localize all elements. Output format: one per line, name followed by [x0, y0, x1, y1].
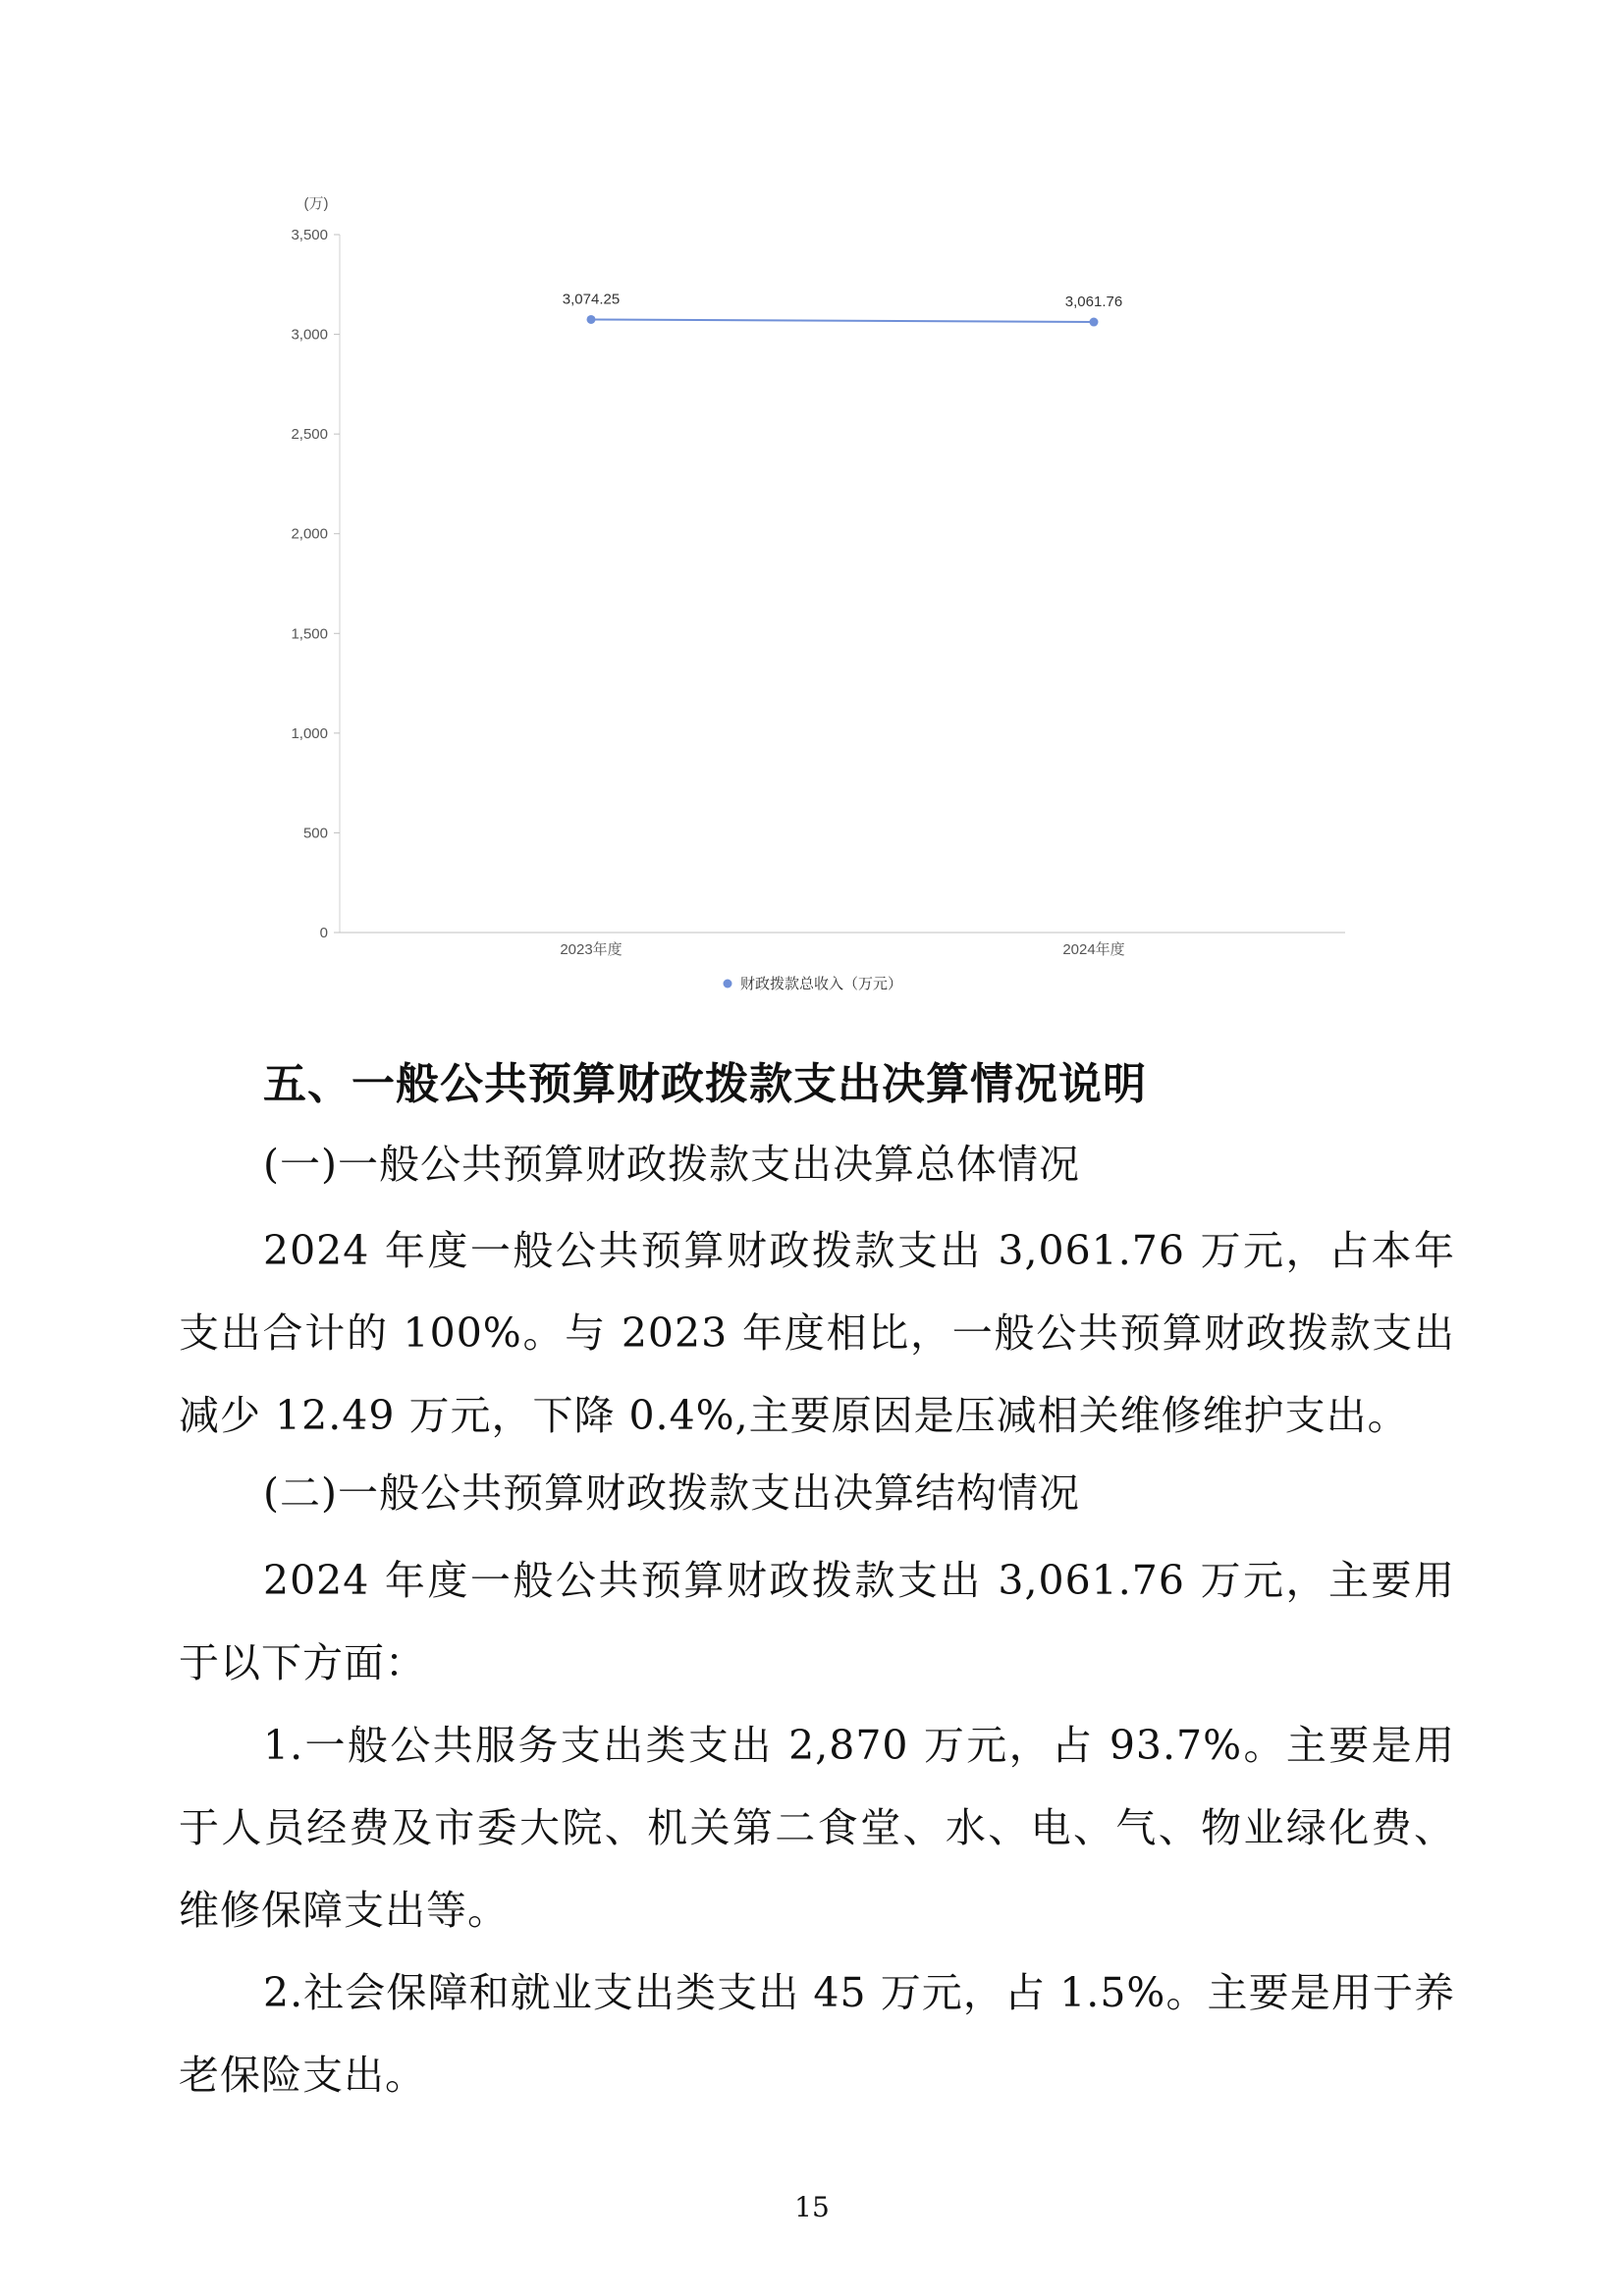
legend-label: 财政拨款总收入（万元）: [740, 976, 903, 992]
legend-marker: [724, 980, 732, 988]
y-tick-label: 3,500: [291, 227, 328, 243]
series-line: [591, 319, 1094, 322]
paragraph-overall: 2024 年度一般公共预算财政拨款支出 3,061.76 万元，占本年支出合计的 100%。与 2023 年度相比，一般公共预算财政拨款支出减少 12.49 万元，下降 0.4%,主要原因是压减相关维修维护支出。: [179, 1227, 1455, 1439]
subsection-title-2: (二)一般公共预算财政拨款支出决算结构情况: [263, 1469, 1080, 1517]
y-tick-label: 2,000: [291, 525, 328, 543]
x-tick-label: 2024年度: [1062, 941, 1125, 958]
income-line-chart: [265, 177, 1375, 1001]
y-tick-label: 500: [302, 825, 328, 842]
y-tick-label: 0: [319, 925, 328, 941]
data-point: [587, 315, 596, 324]
y-unit-label: (万): [303, 195, 329, 212]
data-point: [1090, 318, 1099, 327]
y-tick-label: 1,000: [291, 724, 328, 742]
data-label: 3,061.76: [1064, 294, 1123, 311]
paragraph-structure: 2024 年度一般公共预算财政拨款支出 3,061.76 万元，主要用于以下方面：: [179, 1557, 1455, 1686]
page-number: 15: [794, 2191, 830, 2223]
y-tick-label: 2,500: [291, 426, 328, 444]
y-tick-label: 3,000: [291, 326, 328, 344]
y-tick-label: 1,500: [291, 625, 328, 643]
section-title: 五、一般公共预算财政拨款支出决算情况说明: [263, 1059, 1147, 1109]
x-tick-label: 2023年度: [560, 941, 623, 958]
data-label: 3,074.25: [562, 291, 621, 308]
subsection-title-1: (一)一般公共预算财政拨款支出决算总体情况: [263, 1141, 1080, 1188]
list-item-1: 1.一般公共服务支出类支出 2,870 万元，占 93.7%。主要是用于人员经费及市委大院、机关第二食堂、水、电、气、物业绿化费、维修保障支出等。: [179, 1722, 1455, 1934]
list-item-2: 2.社会保障和就业支出类支出 45 万元，占 1.5%。主要是用于养老保险支出。: [179, 1969, 1455, 2099]
